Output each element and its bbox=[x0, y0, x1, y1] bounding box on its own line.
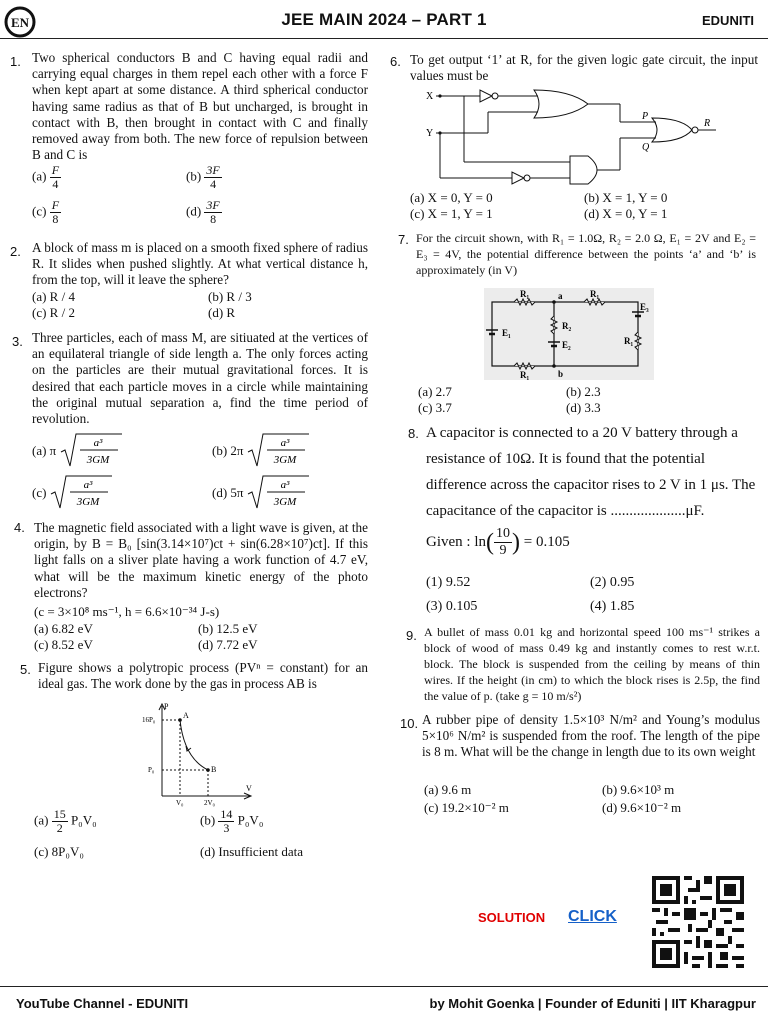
q7-label-e2: E₂ bbox=[562, 340, 571, 350]
q6-label-x: X bbox=[426, 91, 434, 102]
q8-given: Given : ln( $\frac{10}{9}$ ) = 0.105 bbox=[426, 526, 570, 558]
q3-option-d bbox=[212, 474, 309, 514]
q3-c-rad-num: a³ bbox=[83, 479, 93, 491]
q6-option-b: (b) X = 1, Y = 0 bbox=[584, 190, 668, 205]
q6-number: 6. bbox=[390, 54, 401, 69]
q4-option-c: (c) 8.52 eV bbox=[34, 637, 93, 652]
q1-b-num: 3F bbox=[206, 163, 220, 177]
q1-option-d-fraction bbox=[204, 199, 221, 226]
q3-option-c bbox=[32, 474, 112, 514]
q5-text: Figure shows a polytropic process (PVⁿ = constant) for an ideal gas. The work done by the gas in process AB is bbox=[38, 660, 368, 692]
q5-a-post: P₀V₀ bbox=[70, 812, 97, 828]
q9-number: 9. bbox=[406, 628, 417, 643]
q6-logic-circuit bbox=[420, 86, 720, 186]
q1-option-d bbox=[186, 199, 222, 226]
q3-d-rad-num: a³ bbox=[280, 479, 290, 491]
footer-author: by Mohit Goenka | Founder of Eduniti | IIT Kharagpur bbox=[429, 996, 756, 1011]
q5-graph-y-axis: P bbox=[164, 702, 169, 711]
q8-option-c: (3) 0.105 bbox=[426, 599, 478, 614]
q5-graph-x-axis: V bbox=[246, 784, 252, 793]
q1-a-den: 4 bbox=[52, 177, 59, 191]
q3-option-a bbox=[32, 432, 122, 472]
q5-graph-v0: V₀ bbox=[176, 799, 184, 807]
q3-d-rad-den: 3GM bbox=[273, 496, 297, 508]
q5-graph-16p0: 16P₀ bbox=[142, 716, 156, 724]
q5-pv-graph bbox=[140, 700, 260, 810]
q2-text: A block of mass m is placed on a smooth fixed sphere of radius R. It slides when pushed slightly. At what vertical distance h, from the top, will it leave the sphere? bbox=[32, 240, 368, 288]
q1-d-num: 3F bbox=[206, 198, 220, 212]
q10-option-a: (a) 9.6 m bbox=[424, 782, 472, 797]
q3-d-sqrt bbox=[247, 474, 309, 514]
q7-text: For the circuit shown, with R₁ = 1.0Ω, R₂ = 2.0 Ω, E₁ = 2V and E₂ = E₃ = 4V, the potential difference between the points ‘a’ and ‘b’ is approximately (in V) bbox=[416, 231, 756, 277]
q3-option-b bbox=[212, 432, 309, 472]
q4-constants: (c = 3×10⁸ ms⁻¹, h = 6.6×10⁻³⁴ J-s) bbox=[34, 604, 220, 619]
q5-graph-point-a: A bbox=[183, 711, 189, 720]
page-title: JEE MAIN 2024 – PART 1 bbox=[281, 10, 487, 29]
q7-label-e3: E₃ bbox=[640, 302, 649, 312]
q2-option-c: (c) R / 2 bbox=[32, 305, 75, 320]
q5-number: 5. bbox=[20, 662, 31, 677]
q3-c-sqrt bbox=[50, 474, 112, 514]
q8-option-b: (2) 0.95 bbox=[590, 575, 635, 590]
q7-label-r1-right: R₁ bbox=[624, 336, 634, 346]
q1-c-num: F bbox=[51, 198, 60, 212]
q6-label-q: Q bbox=[642, 142, 650, 153]
q8-number: 8. bbox=[408, 426, 419, 441]
header-brand: EDUNITI bbox=[702, 13, 754, 28]
q9-text: A bullet of mass 0.01 kg and horizontal speed 100 ms⁻¹ strikes a block of wood of mass 0.49 kg and instantly comes to rest w.r.t. block. The block is suspended from the ceiling by means of thin wires. If the height (in cm) to which the block rises is 2.5p, the find the value of p. (take g = 10 m/s²) bbox=[424, 625, 760, 703]
q8-given-den: 9 bbox=[499, 543, 507, 558]
solution-click-link[interactable]: CLICK bbox=[568, 908, 617, 925]
q4-number: 4. bbox=[14, 520, 25, 535]
q8-given-post: = 0.105 bbox=[523, 533, 570, 550]
q7-option-b: (b) 2.3 bbox=[566, 384, 601, 399]
q7-option-d: (d) 3.3 bbox=[566, 400, 601, 415]
q10-option-d: (d) 9.6×10⁻² m bbox=[602, 800, 682, 815]
q4-option-a: (a) 6.82 eV bbox=[34, 621, 93, 636]
q8-option-a: (1) 9.52 bbox=[426, 575, 471, 590]
q10-text: A rubber pipe of density 1.5×10³ N/m² and Young’s modulus 5×10⁶ N/m² is suspended from the roof. The length of the pipe is 8 m. What will be the change in length due to its own weight bbox=[422, 712, 760, 760]
q6-option-d: (d) X = 0, Y = 1 bbox=[584, 206, 668, 221]
q3-b-rad-den: 3GM bbox=[273, 454, 297, 466]
q10-number: 10. bbox=[400, 716, 419, 731]
q1-option-a-label: (a) bbox=[32, 168, 47, 184]
q3-text: Three particles, each of mass M, are sitiuated at the vertices of an equilateral triangle of side length a. The only forces acting on the particles are their mutual gravitational forces. It is desired that each particle moves in a circle while maintaining the original mutual separation a, find the time period of revolution. bbox=[32, 330, 368, 427]
q3-b-rad-num: a³ bbox=[280, 437, 290, 449]
q6-option-a: (a) X = 0, Y = 0 bbox=[410, 190, 493, 205]
q6-label-p: P bbox=[642, 111, 649, 122]
q1-option-a-fraction bbox=[50, 164, 61, 191]
q5-graph-2v0: 2V₀ bbox=[204, 799, 215, 807]
q3-a-sqrt bbox=[60, 432, 122, 472]
q1-option-c bbox=[32, 199, 61, 226]
q2-number: 2. bbox=[10, 244, 21, 259]
q1-d-den: 8 bbox=[210, 212, 217, 226]
q1-text: Two spherical conductors B and C having equal radii and carrying equal charges in them repel each other with a force F when kept apart at some distance. A third spherical conductor having same radius as that of B but uncharged, is brought in contact with B, then brought in contact with C and finally removed away from both. The new force of repulsion between B and C is bbox=[32, 50, 368, 163]
q3-a-rad-den: 3GM bbox=[86, 454, 109, 466]
q7-label-e1: E₁ bbox=[502, 328, 511, 338]
q7-option-a: (a) 2.7 bbox=[418, 384, 452, 399]
q6-text: To get output ‘1’ at R, for the given logic gate circuit, the input values must be bbox=[410, 52, 758, 84]
q4-text: The magnetic field associated with a light wave is given, at the origin, by B = B₀ [sin(3.14×10⁷)ct + sin(6.28×10⁷)ct]. If this light falls on a sliver plate having a work function of 4.7 eV, what will be the maximum kinetic energy of the photo electrons? bbox=[34, 520, 368, 600]
q7-label-r1-top-left: R₁ bbox=[520, 289, 530, 299]
q5-b-num: 14 bbox=[220, 807, 233, 821]
q5-b-den: 3 bbox=[223, 821, 230, 835]
q3-c-rad-den: 3GM bbox=[76, 496, 99, 508]
q1-number: 1. bbox=[10, 54, 21, 69]
q5-option-c: (c) 8P₀V₀ bbox=[34, 844, 84, 859]
q10-option-b: (b) 9.6×10³ m bbox=[602, 782, 675, 797]
q1-option-b bbox=[186, 164, 222, 191]
q3-option-c-label: (c) bbox=[32, 484, 47, 500]
q3-option-b-label: (b) 2π bbox=[212, 442, 244, 458]
q3-a-rad-num: a³ bbox=[93, 437, 102, 449]
q5-option-d: (d) Insufficient data bbox=[200, 844, 303, 859]
q7-circuit-diagram bbox=[484, 288, 654, 380]
q5-a-num: 15 bbox=[53, 807, 66, 821]
q5-option-a bbox=[34, 808, 97, 835]
q5-graph-point-b: B bbox=[211, 765, 217, 774]
q3-b-sqrt bbox=[247, 432, 309, 472]
header-rule bbox=[0, 38, 768, 39]
q1-a-num: F bbox=[51, 163, 60, 177]
q7-label-b: b bbox=[558, 369, 564, 379]
q6-option-c: (c) X = 1, Y = 1 bbox=[410, 206, 493, 221]
q4-option-d: (d) 7.72 eV bbox=[198, 637, 258, 652]
q8-text: A capacitor is connected to a 20 V battery through a resistance of 10Ω. It is found that the potential difference across the capacitor rises to 2 V in 1 μs. The capacitance of the capacitor is ....................μF. bbox=[426, 425, 756, 519]
q5-a-fraction bbox=[52, 808, 68, 835]
q1-c-den: 8 bbox=[52, 212, 59, 226]
q6-label-r: R bbox=[704, 118, 711, 129]
q1-option-a bbox=[32, 164, 61, 191]
q6-label-y: Y bbox=[426, 128, 434, 139]
q7-label-r1-top-right: R₁ bbox=[590, 289, 600, 299]
q7-option-c: (c) 3.7 bbox=[418, 400, 452, 415]
q1-option-b-fraction bbox=[204, 164, 221, 191]
q1-option-d-label: (d) bbox=[186, 203, 202, 219]
q7-label-r1-bottom: R₁ bbox=[520, 370, 530, 380]
q3-number: 3. bbox=[12, 334, 23, 349]
q4-option-b: (b) 12.5 eV bbox=[198, 621, 258, 636]
q8-given-pre: Given : ln bbox=[426, 533, 486, 550]
q8-given-fraction bbox=[494, 526, 512, 559]
q5-b-post: P₀V₀ bbox=[237, 812, 264, 828]
q5-option-b bbox=[200, 808, 263, 835]
q7-label-a: a bbox=[558, 291, 563, 301]
q5-b-label: (b) bbox=[200, 812, 216, 828]
logo-text: EN bbox=[10, 15, 30, 30]
q5-b-fraction bbox=[218, 808, 234, 835]
q7-number: 7. bbox=[398, 232, 409, 247]
q2-option-a: (a) R / 4 bbox=[32, 289, 75, 304]
q8-option-d: (4) 1.85 bbox=[590, 599, 635, 614]
qr-code-icon[interactable] bbox=[652, 876, 744, 968]
q1-option-c-fraction bbox=[50, 199, 61, 226]
q10-option-c: (c) 19.2×10⁻² m bbox=[424, 800, 509, 815]
q5-graph-p0: P₀ bbox=[148, 766, 155, 774]
q1-b-den: 4 bbox=[210, 177, 217, 191]
footer-rule bbox=[0, 986, 768, 987]
q2-option-d: (d) R bbox=[208, 305, 236, 320]
q1-option-b-label: (b) bbox=[186, 168, 202, 184]
q5-a-label: (a) bbox=[34, 812, 49, 828]
q1-option-c-label: (c) bbox=[32, 203, 47, 219]
q5-a-den: 2 bbox=[56, 821, 63, 835]
q3-option-a-label: (a) π bbox=[32, 442, 57, 458]
solution-label: SOLUTION bbox=[478, 910, 546, 925]
q8-given-num: 10 bbox=[496, 526, 510, 541]
footer-youtube-channel: YouTube Channel - EDUNITI bbox=[16, 996, 189, 1011]
q3-option-d-label: (d) 5π bbox=[212, 484, 244, 500]
q7-label-r2: R₂ bbox=[562, 321, 572, 331]
q2-option-b: (b) R / 3 bbox=[208, 289, 252, 304]
